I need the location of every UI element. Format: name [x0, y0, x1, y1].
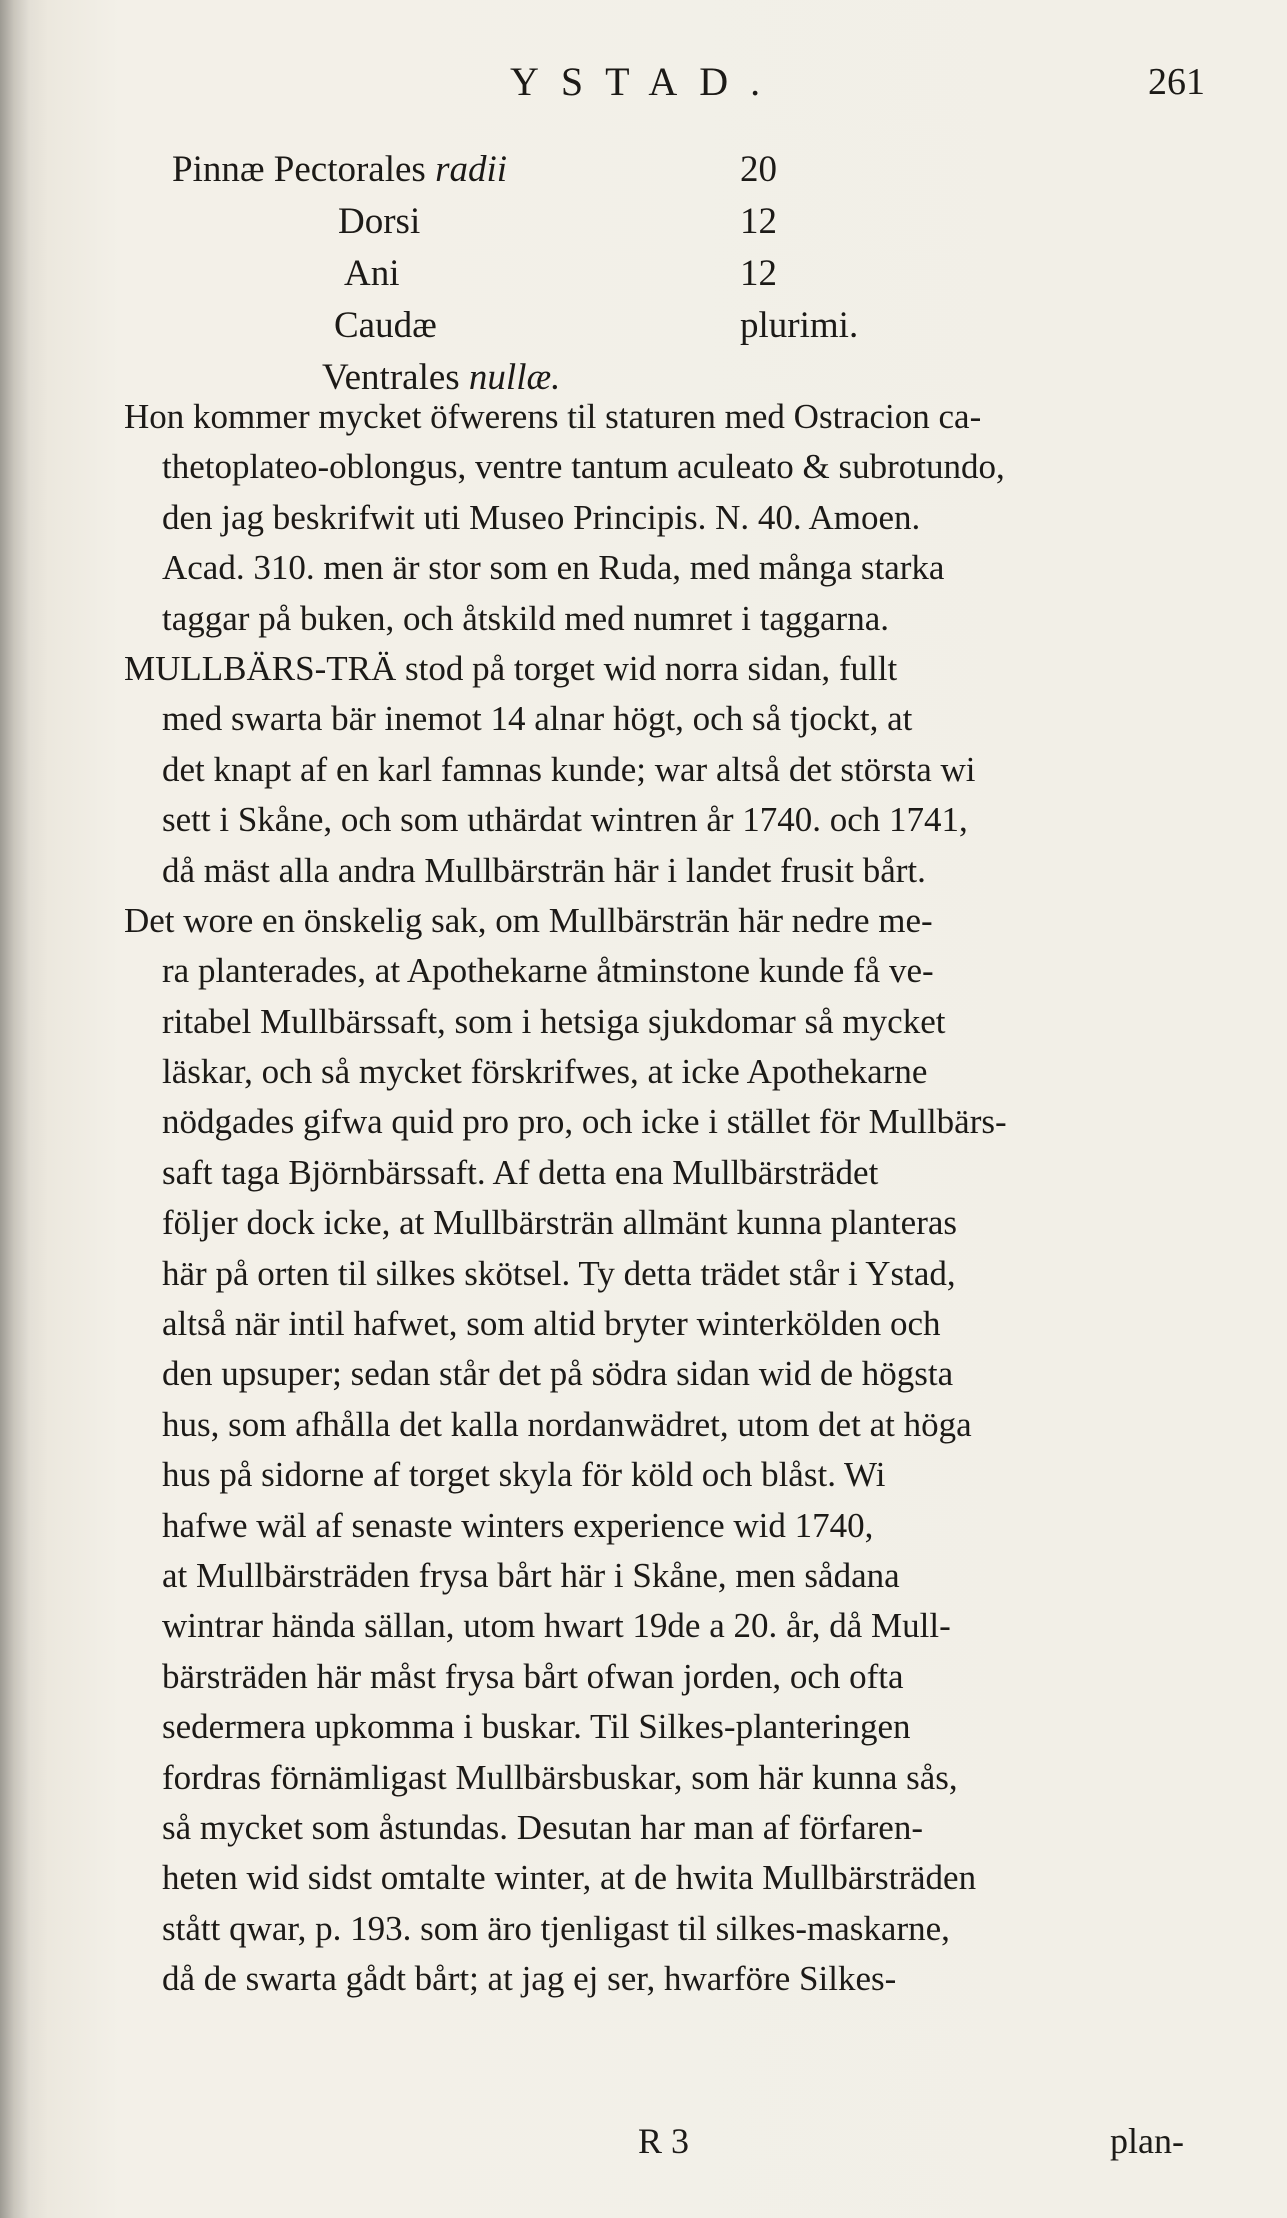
- text-line: heten wid sidst omtalte winter, at de hwita Mullbärsträden: [162, 1858, 977, 1898]
- text-line: at Mullbärsträden frysa bårt här i Skåne, men sådana: [162, 1555, 900, 1595]
- fin-label: Ani: [344, 253, 400, 294]
- text-line: så mycket som åstundas. Desutan har man af förfaren-: [162, 1807, 923, 1847]
- text-line: altså när intil hafwet, som altid bryter winterkölden och: [162, 1304, 941, 1344]
- fin-count: plurimi.: [740, 305, 859, 346]
- fin-count: 20: [740, 149, 777, 190]
- text-line: ritabel Mullbärssaft, som i hetsiga sjukdomar så mycket: [162, 1001, 946, 1041]
- fin-label: Pinnæ Pectorales: [172, 149, 426, 190]
- text-line: Det wore en önskelig sak, om Mullbärsträn här nedre me-: [124, 900, 933, 940]
- catchword: plan-: [1110, 2121, 1184, 2161]
- fin-row-pectorales: [0, 148, 1287, 200]
- text-line: fordras förnämligast Mullbärsbuskar, som här kunna sås,: [162, 1757, 958, 1797]
- text-line: wintrar hända sällan, utom hwart 19de a 20. år, då Mull-: [162, 1606, 951, 1646]
- text-line: ra planterades, at Apothekarne åtminstone kunde få ve-: [162, 951, 934, 991]
- text-line: följer dock icke, at Mullbärsträn allmänt kunna planteras: [162, 1203, 958, 1243]
- text-line: thetoplateo-oblongus, ventre tantum aculeato & subrotundo,: [162, 447, 1005, 487]
- text-line: hus, som afhålla det kalla nordanwädret, utom det at höga: [162, 1404, 972, 1444]
- page-footer: [0, 2120, 1287, 2176]
- text-line: saft taga Björnbärssaft. Af detta ena Mullbärsträdet: [162, 1152, 879, 1192]
- text-line: Acad. 310. men är stor som en Ruda, med många starka: [162, 548, 945, 588]
- text-line: då de swarta gådt bårt; at jag ej ser, hwarföre Silkes-: [162, 1959, 897, 1999]
- text-line: det knapt af en karl famnas kunde; war altså det största wi: [162, 749, 976, 789]
- text-line: läskar, och så mycket förskrifwes, at icke Apothekarne: [162, 1052, 928, 1092]
- fin-row-dorsi: [0, 200, 1287, 252]
- fin-label-suffix: radii: [435, 149, 508, 190]
- text-line: hafwe wäl af senaste winters experience wid 1740,: [162, 1505, 874, 1545]
- text-line: hus på sidorne af torget skyla för köld och blåst. Wi: [162, 1455, 886, 1495]
- fin-count: 12: [740, 253, 777, 294]
- text-line: med swarta bär inemot 14 alnar högt, och så tjockt, at: [162, 699, 913, 739]
- page-header: [0, 58, 1287, 118]
- text-line: här på orten til silkes skötsel. Ty detta trädet står i Ystad,: [162, 1253, 956, 1293]
- fin-count: 12: [740, 201, 777, 242]
- fin-row-ani: [0, 252, 1287, 304]
- text-line: sett i Skåne, och som uthärdat wintren år 1740. och 1741,: [162, 800, 968, 840]
- text-line: sedermera upkomma i buskar. Til Silkes-planteringen: [162, 1707, 911, 1747]
- fin-label-suffix: nullæ.: [468, 357, 561, 398]
- fin-row-caudae: [0, 304, 1287, 356]
- fin-label: Caudæ: [334, 305, 437, 346]
- text-line: då mäst alla andra Mullbärsträn här i landet frusit bårt.: [162, 850, 926, 890]
- text-line: nödgades gifwa quid pro pro, och icke i stället för Mullbärs-: [162, 1102, 1007, 1142]
- running-head: YSTAD.: [510, 59, 783, 104]
- text-line: den jag beskrifwit uti Museo Principis. N. 40. Amoen.: [162, 497, 921, 537]
- text-line: taggar på buken, och åtskild med numret i taggarna.: [162, 598, 889, 638]
- text-line: den upsuper; sedan står det på södra sidan wid de högsta: [162, 1354, 954, 1394]
- text-line: MULLBÄRS-TRÄ stod på torget wid norra sidan, fullt: [124, 648, 898, 688]
- body-text: [124, 392, 1194, 2005]
- fin-label: Ventrales: [322, 357, 460, 398]
- text-line: Hon kommer mycket öfwerens til staturen med Ostracion ca-: [124, 397, 982, 436]
- text-line: bärsträden här måst frysa bårt ofwan jorden, och ofta: [162, 1656, 904, 1696]
- page-number: 261: [1148, 61, 1205, 103]
- signature-mark: R 3: [638, 2121, 690, 2161]
- text-line: stått qwar, p. 193. som äro tjenligast til silkes-maskarne,: [162, 1908, 950, 1948]
- fin-ray-table: [0, 148, 1287, 408]
- fin-label: Dorsi: [338, 201, 421, 242]
